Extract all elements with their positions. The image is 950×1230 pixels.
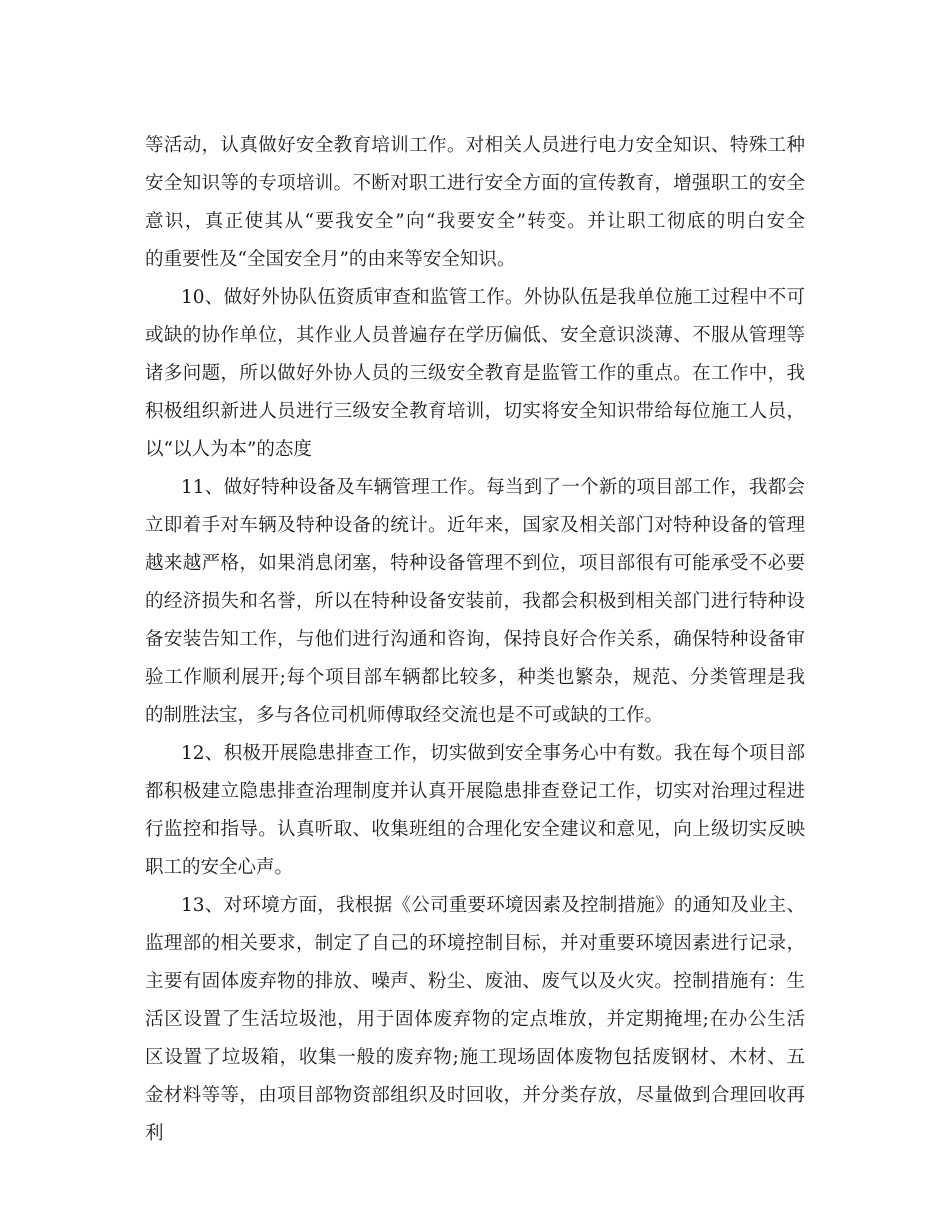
- text-line: 10、做好外协队伍资质审查和监管工作。外协队伍是我单位施工过程中不可: [181, 287, 805, 308]
- text-line: 12、积极开展隐患排查工作，切实做到安全事务心中有数。我在每个项目部: [181, 743, 805, 764]
- text-line: 或缺的协作单位，其作业人员普遍存在学历偏低、安全意识淡薄、不服从管理等: [145, 325, 805, 346]
- text-line: 意识，真正使其从“要我安全”向“我要安全”转变。并让职工彻底的明白安全: [145, 211, 805, 232]
- text-line: 的制胜法宝，多与各位司机师傅取经交流也是不可或缺的工作。: [145, 705, 664, 726]
- paragraph-12-hazard-inspection: [145, 735, 805, 887]
- text-line: 安全知识等的专项培训。不断对职工进行安全方面的宣传教育，增强职工的安全: [145, 173, 805, 194]
- text-line: 都积极建立隐患排查治理制度并认真开展隐患排查登记工作，切实对治理过程进: [145, 781, 805, 802]
- text-line: 11、做好特种设备及车辆管理工作。每当到了一个新的项目部工作，我都会: [181, 477, 805, 498]
- text-line: 以“以人为本”的态度: [145, 439, 312, 460]
- text-line: 的经济损失和名誉，所以在特种设备安装前，我都会积极到相关部门进行特种设: [145, 591, 805, 612]
- text-line: 区设置了垃圾箱，收集一般的废弃物;施工现场固体废物包括废钢材、木材、五: [145, 1047, 805, 1068]
- text-line: 等活动，认真做好安全教育培训工作。对相关人员进行电力安全知识、特殊工种: [145, 135, 805, 156]
- text-line: 的重要性及“全国安全月”的由来等安全知识。: [145, 249, 516, 270]
- text-line: 主要有固体废弃物的排放、噪声、粉尘、废油、废气以及火灾。控制措施有：生: [145, 971, 805, 992]
- paragraph-10-subcontractor-management: [145, 279, 805, 469]
- text-line: 活区设置了生活垃圾池，用于固体废弃物的定点堆放，并定期掩埋;在办公生活: [145, 1009, 805, 1030]
- paragraph-11-equipment-vehicle-management: [145, 469, 805, 735]
- document-body: [145, 127, 805, 1153]
- paragraph-13-environment: [145, 887, 805, 1153]
- text-line: 金材料等等，由项目部物资部组织及时回收，并分类存放，尽量做到合理回收再: [145, 1085, 805, 1106]
- text-line: 监理部的相关要求，制定了自己的环境控制目标，并对重要环境因素进行记录，: [145, 933, 805, 954]
- text-line: 验工作顺利展开;每个项目部车辆都比较多，种类也繁杂，规范、分类管理是我: [145, 667, 805, 688]
- text-line: 备安装告知工作，与他们进行沟通和咨询，保持良好合作关系，确保特种设备审: [145, 629, 805, 650]
- text-line: 职工的安全心声。: [145, 857, 294, 878]
- paragraph-safety-training: [145, 127, 805, 279]
- text-line: 13、对环境方面，我根据《公司重要环境因素及控制措施》的通知及业主、: [181, 895, 805, 916]
- text-line: 越来越严格，如果消息闭塞，特种设备管理不到位，项目部很有可能承受不必要: [145, 553, 805, 574]
- text-line: 立即着手对车辆及特种设备的统计。近年来，国家及相关部门对特种设备的管理: [145, 515, 805, 536]
- text-line: 利: [145, 1123, 164, 1144]
- text-line: 积极组织新进人员进行三级安全教育培训，切实将安全知识带给每位施工人员，: [145, 401, 805, 422]
- text-line: 行监控和指导。认真听取、收集班组的合理化安全建议和意见，向上级切实反映: [145, 819, 805, 840]
- text-line: 诸多问题，所以做好外协人员的三级安全教育是监管工作的重点。在工作中，我: [145, 363, 805, 384]
